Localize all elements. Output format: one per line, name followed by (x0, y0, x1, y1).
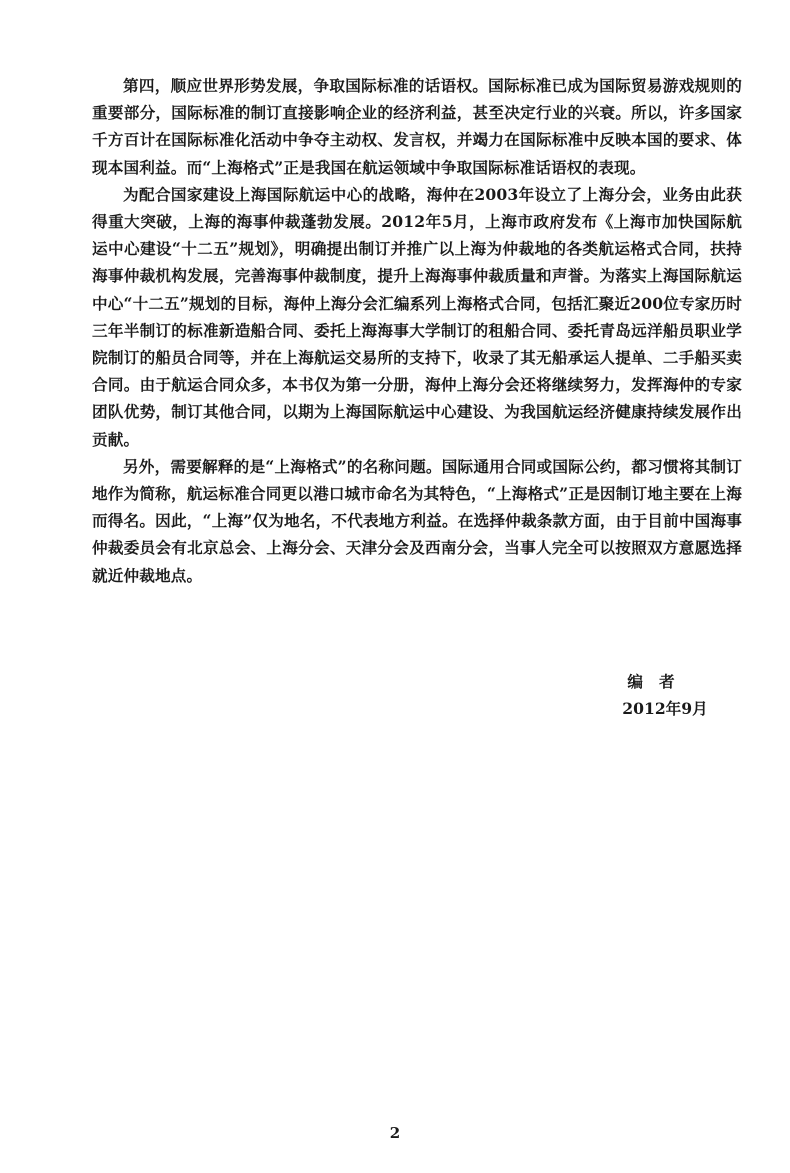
paragraph-shanghai-branch: 为配合国家建设上海国际航运中心的战略，海仲在2003年设立了上海分会，业务由此获得重大突破，上海的海事仲裁蓬勃发展。2012年5月，上海市政府发布《上海市加快国际航运中心建设“十二五”规划》，明确提出制订并推广以上海为仲裁地的各类航运格式合同，扶持海事仲裁机构发展，完善海事仲裁制度，提升上海海事仲裁质量和声誉。为落实上海国际航运中心“十二五”规划的目标，海仲上海分会汇编系列上海格式合同，包括汇聚近200位专家历时三年半制订的标准新造船合同、委托上海海事大学制订的租船合同、委托青岛远洋船员职业学院制订的船员合同等，并在上海航运交易所的支持下，收录了其无船承运人提单、二手船买卖合同。由于航运合同众多，本书仅为第一分册，海仲上海分会还将继续努力，发挥海仲的专家团队优势，制订其他合同，以期为上海国际航运中心建设、为我国航运经济健康持续发展作出贡献。 (92, 184, 742, 449)
body-text (92, 72, 742, 589)
paragraph-international-standards: 第四，顺应世界形势发展，争取国际标准的话语权。国际标准已成为国际贸易游戏规则的重要部分，国际标准的制订直接影响企业的经济利益，甚至决定行业的兴衰。所以，许多国家千方百计在国际标准化活动中争夺主动权、发言权，并竭力在国际标准中反映本国的要求、体现本国利益。而“上海格式”正是我国在航运领域中争取国际标准话语权的表现。 (92, 76, 742, 177)
signature-block (600, 668, 730, 722)
signature-date: 2012年9月 (622, 699, 708, 718)
paragraph-shanghai-format-name: 另外，需要解释的是“上海格式”的名称问题。国际通用合同或国际公约，都习惯将其制订地作为简称，航运标准合同更以港口城市命名为其特色，“上海格式”正是因制订地主要在上海而得名。因此，“上海”仅为地名，不代表地方利益。在选择仲裁条款方面，由于目前中国海事仲裁委员会有北京总会、上海分会、天津分会及西南分会，当事人完全可以按照双方意愿选择就近仲裁地点。 (92, 456, 742, 585)
page-number: 2 (389, 1124, 401, 1142)
editor-signature: 编者 (627, 672, 691, 691)
